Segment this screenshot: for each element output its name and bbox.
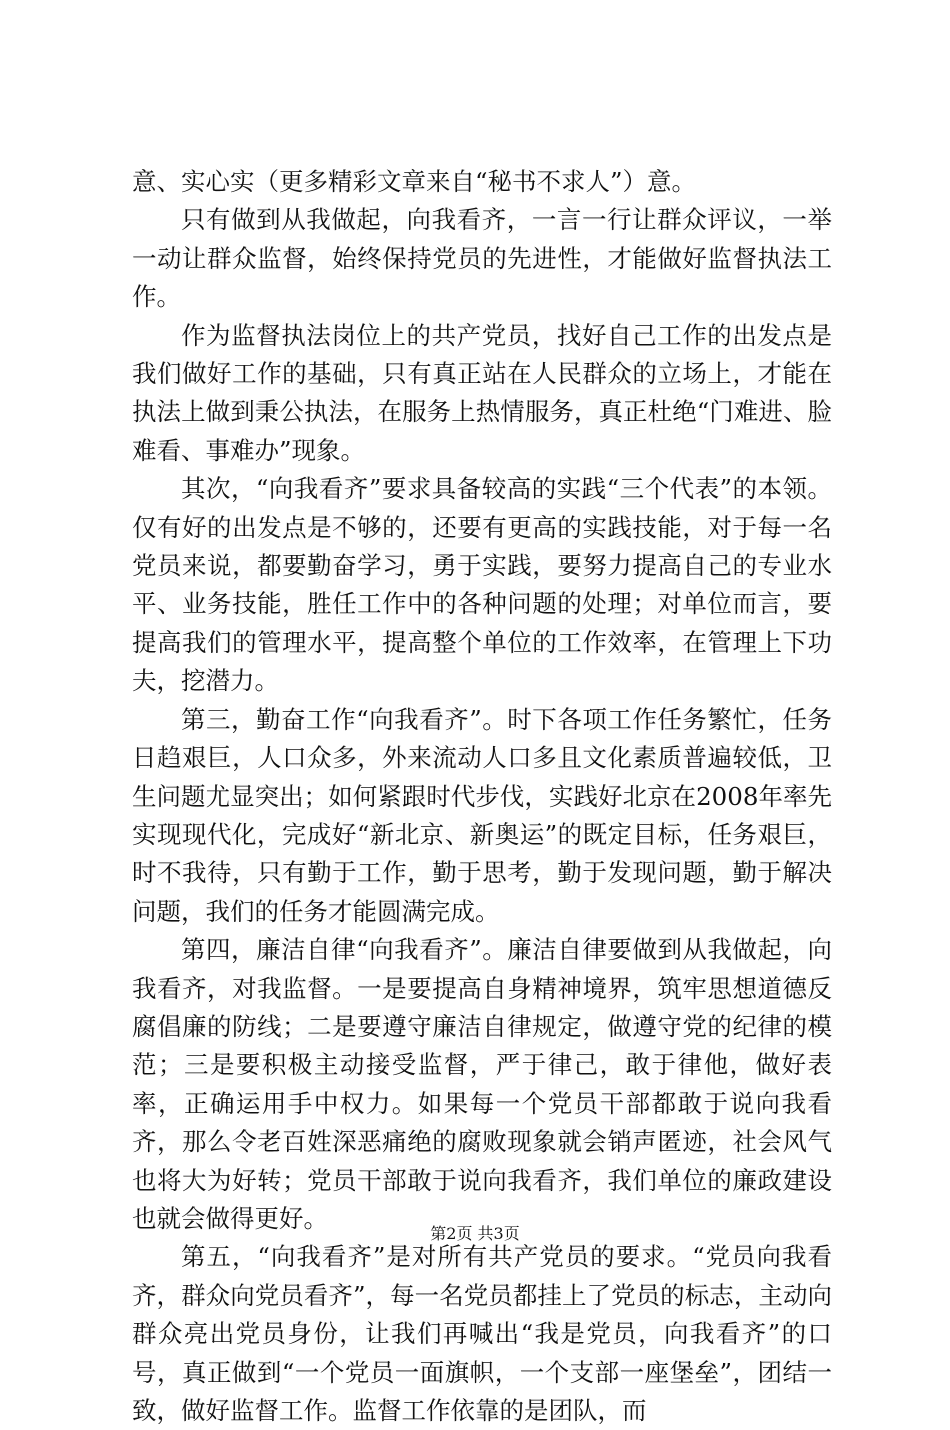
page-footer: 第2页 共3页	[430, 1224, 520, 1243]
paragraph-continued: 意、实心实（更多精彩文章来自“秘书不求人”）意。	[132, 167, 697, 196]
paragraph: 只有做到从我做起，向我看齐，一言一行让群众评议，一举一动让群众监督，始终保持党员的先进性，才能做好监督执法工作。	[132, 205, 832, 312]
paragraph: 作为监督执法岗位上的共产党员，找好自己工作的出发点是我们做好工作的基础，只有真正站在人民群众的立场上，才能在执法上做到秉公执法，在服务上热情服务，真正杜绝“门难进、脸难看、事难办”现象。	[132, 320, 832, 465]
paragraph: 其次，“向我看齐”要求具备较高的实践“三个代表”的本领。仅有好的出发点是不够的，还要有更高的实践技能，对于每一名党员来说，都要勤奋学习，勇于实践，要努力提高自己的专业水平、业务技能，胜任工作中的各种问题的处理；对单位而言，要提高我们的管理水平，提高整个单位的工作效率，在管理上下功夫，挖潜力。	[132, 474, 832, 696]
paragraph: 第三，勤奋工作“向我看齐”。时下各项工作任务繁忙，任务日趋艰巨，人口众多，外来流动人口多且文化素质普遍较低，卫生问题尤显突出；如何紧跟时代步伐，实践好北京在2008年率先实现现代化，完成好“新北京、新奥运”的既定目标，任务艰巨，时不我待，只有勤于工作，勤于思考，勤于发现问题，勤于解决问题，我们的任务才能圆满完成。	[132, 704, 832, 926]
paragraph: 第四，廉洁自律“向我看齐”。廉洁自律要做到从我做起，向我看齐，对我监督。一是要提高自身精神境界，筑牢思想道德反腐倡廉的防线；二是要遵守廉洁自律规定，做遵守党的纪律的模范；三是要积极主动接受监督，严于律己，敢于律他，做好表率，正确运用手中权力。如果每一个党员干部都敢于说向我看齐，那么令老百姓深恶痛绝的腐败现象就会销声匿迹，社会风气也将大为好转；党员干部敢于说向我看齐，我们单位的廉政建设也就会做得更好。	[132, 935, 832, 1233]
paragraph: 第五，“向我看齐”是对所有共产党员的要求。“党员向我看齐，群众向党员看齐”，每一名党员都挂上了党员的标志，主动向群众亮出党员身份，让我们再喊出“我是党员，向我看齐”的口号，真正做到“一个党员一面旗帜，一个支部一座堡垒”，团结一致，做好监督工作。监督工作依靠的是团队，而	[132, 1242, 832, 1425]
